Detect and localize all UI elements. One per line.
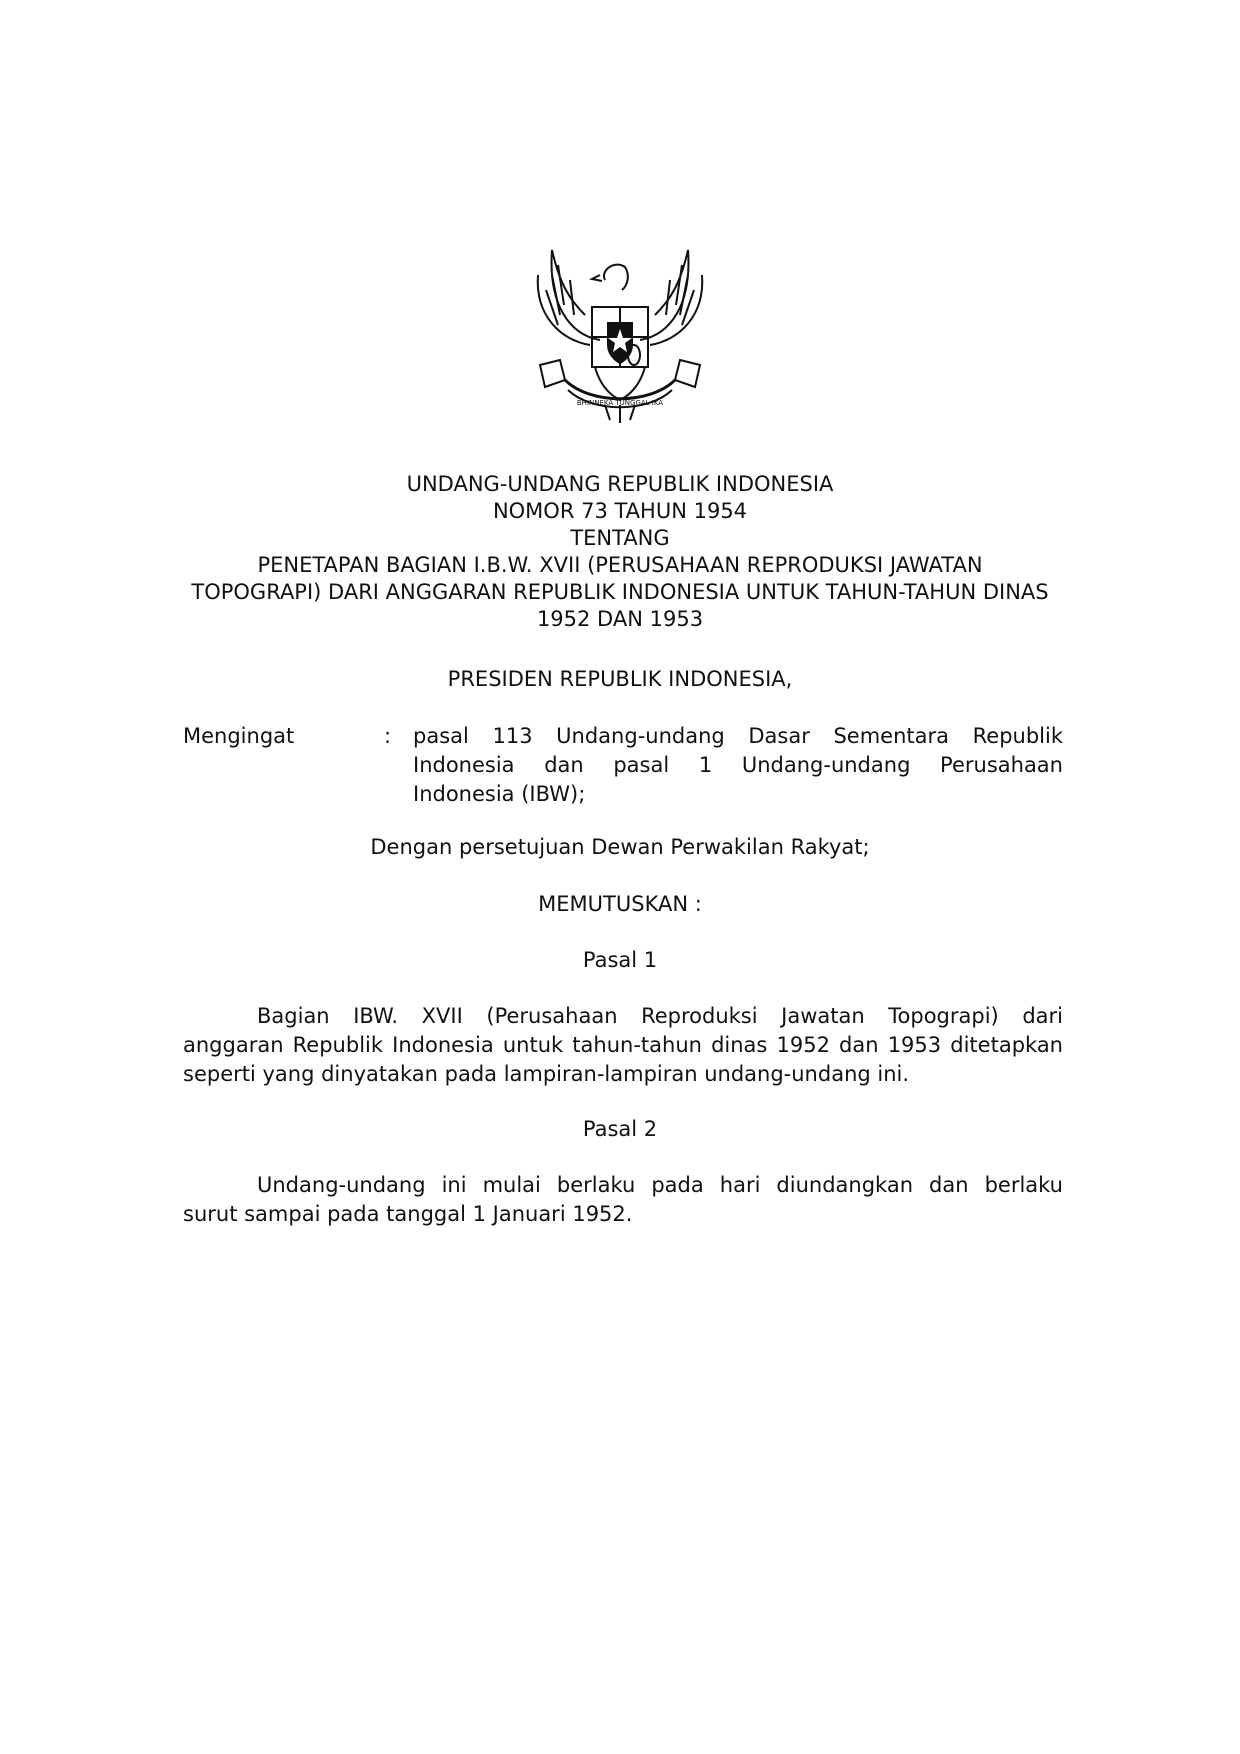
considering-line-3: Indonesia (IBW);: [413, 782, 586, 806]
svg-text:BHINNEKA TUNGGAL IKA: BHINNEKA TUNGGAL IKA: [576, 399, 664, 407]
article-2-line-1: Undang-undang ini mulai berlaku pada hari diundangkan dan berlaku: [257, 1173, 1063, 1197]
article-1-body: [183, 1002, 1063, 1089]
law-title-line-2: TOPOGRAPI) DARI ANGGARAN REPUBLIK INDONESIA UNTUK TAHUN-TAHUN DINAS: [191, 580, 1049, 604]
law-number-heading: NOMOR 73 TAHUN 1954: [492, 499, 748, 523]
article-1-line-3: seperti yang dinyatakan pada lampiran-lampiran undang-undang ini.: [183, 1062, 910, 1086]
president-line: PRESIDEN REPUBLIK INDONESIA,: [447, 667, 793, 691]
about-heading: TENTANG: [570, 526, 670, 550]
law-title-line-3: 1952 DAN 1953: [536, 607, 704, 631]
law-title-line-1: PENETAPAN BAGIAN I.B.W. XVII (PERUSAHAAN REPRODUKSI JAWATAN: [257, 553, 983, 577]
garuda-pancasila-emblem-icon: [530, 245, 710, 445]
article-2-heading: Pasal 2: [582, 1117, 658, 1141]
article-2-line-2: surut sampai pada tanggal 1 Januari 1952.: [183, 1202, 633, 1226]
article-1-heading: Pasal 1: [582, 948, 658, 972]
considering-line-1: pasal 113 Undang-undang Dasar Sementara Republik: [413, 724, 1063, 748]
considering-separator: :: [384, 724, 392, 748]
considering-line-2: Indonesia dan pasal 1 Undang-undang Perusahaan: [413, 753, 1063, 777]
law-type-heading: UNDANG-UNDANG REPUBLIK INDONESIA: [406, 472, 834, 496]
article-2-body: [183, 1171, 1063, 1229]
decision-heading: MEMUTUSKAN :: [538, 892, 702, 916]
considering-label: Mengingat: [183, 724, 295, 748]
article-1-line-1: Bagian IBW. XVII (Perusahaan Reproduksi Jawatan Topograpi) dari: [257, 1004, 1063, 1028]
article-1-line-2: anggaran Republik Indonesia untuk tahun-tahun dinas 1952 dan 1953 ditetapkan: [183, 1033, 1063, 1057]
considering-text: [413, 722, 1063, 809]
approval-line: Dengan persetujuan Dewan Perwakilan Rakyat;: [370, 835, 870, 859]
